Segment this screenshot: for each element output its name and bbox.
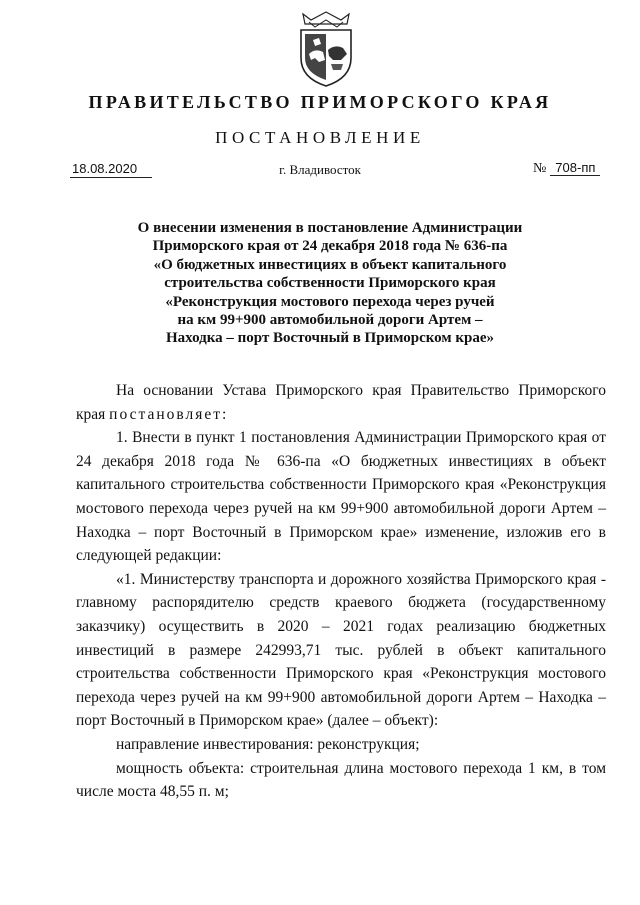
heading-line: строительства собственности Приморского края	[164, 275, 496, 292]
document-type: ПОСТАНОВЛЕНИЕ	[215, 128, 425, 147]
heading-line: на км 99+900 автомобильной дороги Артем –	[177, 312, 483, 329]
government-title: ПРАВИТЕЛЬСТВО ПРИМОРСКОГО КРАЯ	[88, 92, 552, 112]
document-heading	[100, 219, 560, 348]
paragraph-item-1-new-text: «1. Министерству транспорта и дорожного хозяйства Приморского края - главному распорядителю средств краевого бюджета (государственному заказчику) осуществить в 2020 – 2021 годах реализацию бюджетных инвестиций в размере 242993,71 тыс. рублей в объект капитального строительства собственности Приморского края «Реконструкция мостового перехода через ручей на км 99+900 автомобильной дороги Артем – Находка – порт Восточный в Приморском крае» (далее – объект):	[76, 570, 606, 730]
paragraph-preamble	[76, 379, 606, 426]
heading-line: «О бюджетных инвестициях в объект капитального	[153, 256, 507, 273]
document-city: г. Владивосток	[279, 162, 361, 177]
heading-line: Приморского края от 24 декабря 2018 года № 636-па	[152, 238, 508, 255]
coat-of-arms-icon	[295, 10, 357, 88]
paragraph-investment-direction: направление инвестирования: реконструкция;	[116, 735, 420, 753]
paragraph-object-capacity: мощность объекта: строительная длина мостового перехода 1 км, в том числе моста 48,55 п. м;	[76, 759, 606, 801]
document-number-field	[533, 160, 603, 177]
heading-line: Находка – порт Восточный в Приморском крае»	[165, 330, 494, 347]
document-body	[76, 379, 606, 804]
resolve-word: постановляет:	[109, 405, 229, 423]
document-date: 18.08.2020	[70, 161, 152, 178]
paragraph-item-1: 1. Внести в пункт 1 постановления Администрации Приморского края от 24 декабря 2018 года № 636-па «О бюджетных инвестициях в объект капитального строительства собственности Приморского края «Реконструкция мостового перехода через ручей на км 99+900 автомобильной дороги Артем – Находка – порт Восточный в Приморском крае» изменение, изложив его в следующей редакции:	[76, 429, 606, 565]
heading-line: «Реконструкция мостового перехода через ручей	[165, 293, 495, 310]
number-sign: №	[533, 161, 547, 176]
document-number: 708-пп	[550, 160, 600, 176]
preamble-text: На основании Устава Приморского края Правительство Приморского края	[76, 382, 606, 423]
heading-line: О внесении изменения в постановление Администрации	[137, 220, 523, 236]
